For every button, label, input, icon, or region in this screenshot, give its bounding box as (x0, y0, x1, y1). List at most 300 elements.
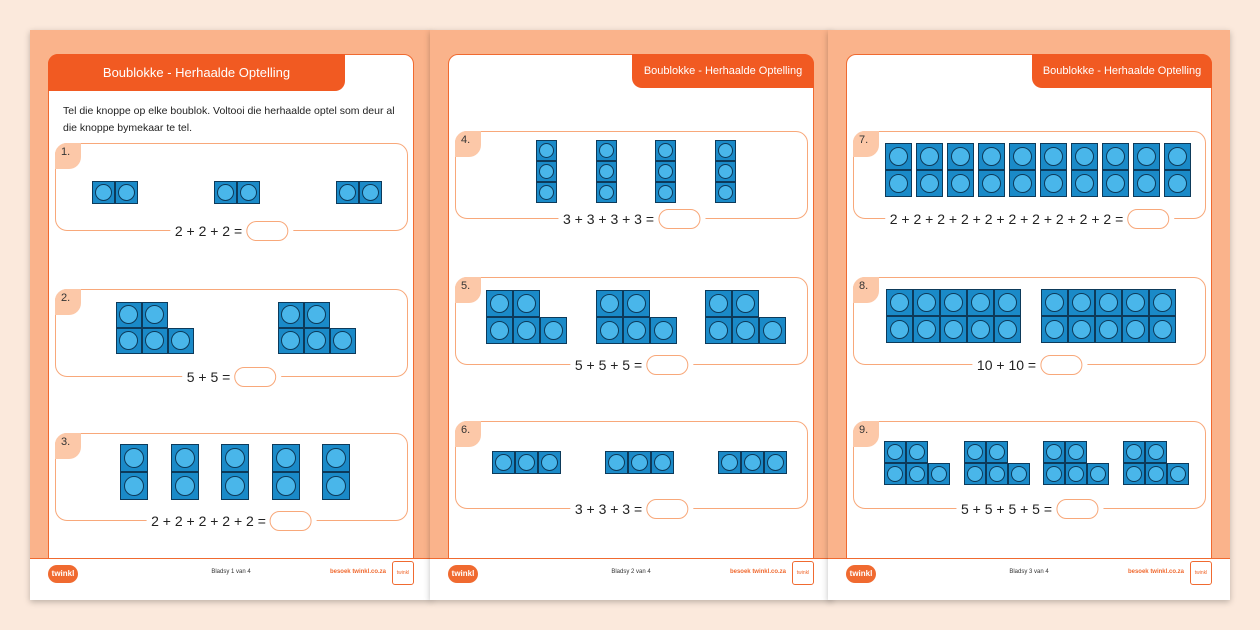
stud-circle (967, 466, 983, 482)
equation (570, 499, 693, 519)
stud-circle (517, 321, 536, 340)
block-group (120, 440, 350, 504)
block-cell (596, 140, 617, 161)
block-cell (142, 328, 168, 354)
block-cell (705, 290, 732, 317)
block-cell (330, 328, 356, 354)
question-box-6 (455, 421, 808, 517)
block-cell (964, 463, 986, 485)
stud-circle (917, 320, 936, 339)
block-cell (278, 328, 304, 354)
stud-circle (339, 184, 356, 201)
question-box-3 (55, 433, 408, 529)
block-cell (322, 444, 350, 472)
stud-circle (1045, 293, 1064, 312)
equation (956, 499, 1103, 519)
block-cell (1040, 170, 1067, 197)
block-cell (759, 317, 786, 344)
stud-circle (1137, 174, 1156, 193)
stud-circle (1072, 293, 1091, 312)
question-number: 9. (853, 421, 879, 447)
stud-circle (175, 448, 195, 468)
block-cell (655, 182, 676, 203)
equation-text: 10 + 10 = (976, 357, 1037, 373)
stud-circle (658, 164, 673, 179)
block-cell (994, 316, 1021, 343)
block-cell (885, 143, 912, 170)
question-number: 5. (455, 277, 481, 303)
block-cell (718, 451, 741, 474)
stud-circle (119, 331, 138, 350)
block-cell (1008, 463, 1030, 485)
block-cell (513, 290, 540, 317)
stud-circle (145, 305, 164, 324)
stud-circle (1168, 174, 1187, 193)
block-cell (1041, 316, 1068, 343)
stud-circle (890, 320, 909, 339)
block-cell (1087, 463, 1109, 485)
stud-circle (920, 174, 939, 193)
block-cell (1123, 463, 1145, 485)
block-cell (1133, 143, 1160, 170)
stud-circle (917, 293, 936, 312)
block-cell (978, 143, 1005, 170)
block-cell (115, 181, 138, 204)
stud-circle (951, 147, 970, 166)
block-cell (940, 316, 967, 343)
block-cell (605, 451, 628, 474)
worksheet-page-2 (430, 30, 832, 600)
block-cell (964, 441, 986, 463)
equation-text: 5 + 5 + 5 + 5 = (960, 501, 1053, 517)
stud-circle (1075, 174, 1094, 193)
answer-field[interactable] (1040, 355, 1082, 375)
stud-circle (307, 331, 326, 350)
stud-circle (763, 321, 782, 340)
block-cell (515, 451, 538, 474)
stud-circle (998, 320, 1017, 339)
stud-circle (1126, 466, 1142, 482)
page-sheet (846, 54, 1212, 588)
block-cell (486, 290, 513, 317)
stud-circle (599, 164, 614, 179)
block-cell (221, 472, 249, 500)
block-cell (1043, 463, 1065, 485)
question-box-5 (455, 277, 808, 373)
block-cell (359, 181, 382, 204)
block-cell (513, 317, 540, 344)
stud-circle (599, 143, 614, 158)
block-group (886, 284, 1176, 348)
block-cell (650, 317, 677, 344)
stud-circle (145, 331, 164, 350)
block-cell (1122, 316, 1149, 343)
question-number: 4. (455, 131, 481, 157)
block-cell (1068, 316, 1095, 343)
block-cell (913, 316, 940, 343)
equation (182, 367, 282, 387)
block-cell (536, 182, 557, 203)
page-sheet (448, 54, 814, 588)
stud-circle (1168, 147, 1187, 166)
worksheet-title: Boublokke - Herhaalde Optelling (632, 54, 814, 88)
stud-circle (539, 185, 554, 200)
stud-circle (95, 184, 112, 201)
block-cell (278, 302, 304, 328)
stud-circle (490, 321, 509, 340)
worksheet-title: Boublokke - Herhaalde Optelling (1032, 54, 1212, 88)
block-cell (764, 451, 787, 474)
stud-circle (971, 320, 990, 339)
stud-circle (627, 321, 646, 340)
stud-circle (171, 331, 190, 350)
stud-circle (982, 174, 1001, 193)
block-cell (1071, 170, 1098, 197)
stud-circle (281, 305, 300, 324)
stud-circle (721, 454, 738, 471)
equation (885, 209, 1175, 229)
question-number: 2. (55, 289, 81, 315)
equation-text: 2 + 2 + 2 + 2 + 2 + 2 + 2 + 2 + 2 + 2 = (889, 211, 1124, 227)
block-cell (994, 289, 1021, 316)
stud-circle (362, 184, 379, 201)
block-cell (171, 444, 199, 472)
answer-field[interactable] (234, 367, 276, 387)
stud-circle (1013, 147, 1032, 166)
equation (972, 355, 1087, 375)
question-box-7 (853, 131, 1206, 227)
stud-circle (1068, 466, 1084, 482)
page-label: Bladsy 2 van 4 (611, 569, 651, 575)
quality-badge-icon: twinkl (392, 561, 414, 585)
block-cell (596, 317, 623, 344)
block-cell (741, 451, 764, 474)
website-link[interactable]: besoek twinkl.co.za (329, 569, 386, 575)
block-cell (986, 463, 1008, 485)
stud-circle (944, 320, 963, 339)
question-number: 7. (853, 131, 879, 157)
stud-circle (1170, 466, 1186, 482)
block-cell (651, 451, 674, 474)
stud-circle (1046, 444, 1062, 460)
equation-text: 5 + 5 + 5 = (574, 357, 643, 373)
block-cell (947, 143, 974, 170)
block-cell (906, 441, 928, 463)
question-number: 6. (455, 421, 481, 447)
equation-text: 3 + 3 + 3 + 3 = (562, 211, 655, 227)
block-cell (916, 143, 943, 170)
block-cell (947, 170, 974, 197)
block-cell (1009, 143, 1036, 170)
stud-circle (889, 147, 908, 166)
block-cell (322, 472, 350, 500)
block-cell (336, 181, 359, 204)
block-group (882, 138, 1194, 202)
stud-circle (225, 476, 245, 496)
twinkl-logo: twinkl (846, 565, 876, 583)
block-cell (886, 289, 913, 316)
answer-field[interactable] (646, 355, 688, 375)
twinkl-logo: twinkl (48, 565, 78, 583)
block-cell (120, 444, 148, 472)
block-cell (1167, 463, 1189, 485)
stud-circle (767, 454, 784, 471)
block-cell (304, 302, 330, 328)
stud-circle (518, 454, 535, 471)
question-box-9 (853, 421, 1206, 517)
worksheet-title: Boublokke - Herhaalde Optelling (48, 54, 345, 91)
question-number: 3. (55, 433, 81, 459)
block-cell (715, 161, 736, 182)
block-group (486, 284, 786, 350)
website-link[interactable]: besoek twinkl.co.za (729, 569, 786, 575)
answer-field[interactable] (246, 221, 288, 241)
page-footer (430, 558, 832, 600)
page-label: Bladsy 3 van 4 (1009, 569, 1049, 575)
stud-circle (887, 444, 903, 460)
stud-circle (1126, 444, 1142, 460)
question-number: 8. (853, 277, 879, 303)
stud-circle (307, 305, 326, 324)
stud-circle (175, 476, 195, 496)
answer-field[interactable] (646, 499, 688, 519)
block-cell (486, 317, 513, 344)
stud-circle (989, 466, 1005, 482)
stud-circle (982, 147, 1001, 166)
block-cell (967, 289, 994, 316)
page-footer (30, 558, 432, 600)
stud-circle (326, 448, 346, 468)
stud-circle (1148, 466, 1164, 482)
instruction-text: Tel die knoppe op elke boublok. Voltooi die herhaalde optel som deur al die knoppe bymekaar te tel. (63, 105, 395, 134)
question-box-2 (55, 289, 408, 385)
question-box-4 (455, 131, 808, 227)
block-cell (655, 140, 676, 161)
block-cell (1133, 170, 1160, 197)
block-group (536, 138, 736, 204)
block-cell (906, 463, 928, 485)
stud-circle (1044, 174, 1063, 193)
stud-circle (654, 321, 673, 340)
block-cell (596, 161, 617, 182)
stud-circle (1045, 320, 1064, 339)
stud-circle (333, 331, 352, 350)
page-footer (828, 558, 1230, 600)
block-cell (1041, 289, 1068, 316)
block-cell (885, 170, 912, 197)
block-cell (1009, 170, 1036, 197)
block-cell (304, 328, 330, 354)
block-cell (628, 451, 651, 474)
block-cell (1122, 289, 1149, 316)
worksheet-page-3 (828, 30, 1230, 600)
stud-circle (654, 454, 671, 471)
stud-circle (931, 466, 947, 482)
block-cell (171, 472, 199, 500)
block-cell (623, 290, 650, 317)
block-cell (732, 317, 759, 344)
block-cell (1068, 289, 1095, 316)
question-box-8 (853, 277, 1206, 373)
answer-field[interactable] (658, 209, 700, 229)
block-cell (92, 181, 115, 204)
stud-circle (495, 454, 512, 471)
answer-field[interactable] (270, 511, 312, 531)
stud-circle (326, 476, 346, 496)
block-cell (221, 444, 249, 472)
stud-circle (544, 321, 563, 340)
stud-circle (281, 331, 300, 350)
block-cell (1102, 143, 1129, 170)
equation-text: 3 + 3 + 3 = (574, 501, 643, 517)
stud-circle (709, 294, 728, 313)
stud-circle (600, 321, 619, 340)
stud-circle (539, 143, 554, 158)
stud-circle (736, 294, 755, 313)
stud-circle (1013, 174, 1032, 193)
stud-circle (718, 185, 733, 200)
stud-circle (124, 448, 144, 468)
block-cell (623, 317, 650, 344)
block-cell (705, 317, 732, 344)
stud-circle (909, 466, 925, 482)
block-cell (536, 140, 557, 161)
stud-circle (1099, 293, 1118, 312)
stud-circle (1011, 466, 1027, 482)
block-cell (1145, 441, 1167, 463)
stud-circle (1044, 147, 1063, 166)
stud-circle (627, 294, 646, 313)
stud-circle (658, 185, 673, 200)
stud-circle (276, 448, 296, 468)
block-cell (272, 472, 300, 500)
block-cell (116, 328, 142, 354)
equation-text: 5 + 5 = (186, 369, 231, 385)
block-cell (116, 302, 142, 328)
stud-circle (709, 321, 728, 340)
question-box-1 (55, 143, 408, 239)
block-group (884, 436, 1189, 490)
stud-circle (658, 143, 673, 158)
block-cell (538, 451, 561, 474)
block-cell (1102, 170, 1129, 197)
stud-circle (1148, 444, 1164, 460)
block-cell (1040, 143, 1067, 170)
stud-circle (971, 293, 990, 312)
stud-circle (1072, 320, 1091, 339)
stud-circle (631, 454, 648, 471)
page-label: Bladsy 1 van 4 (211, 569, 251, 575)
block-cell (168, 328, 194, 354)
stud-circle (1068, 444, 1084, 460)
block-cell (1095, 289, 1122, 316)
stud-circle (490, 294, 509, 313)
stud-circle (887, 466, 903, 482)
stud-circle (889, 174, 908, 193)
website-link[interactable]: besoek twinkl.co.za (1127, 569, 1184, 575)
stud-circle (608, 454, 625, 471)
block-cell (967, 316, 994, 343)
block-cell (715, 140, 736, 161)
block-cell (940, 289, 967, 316)
answer-field[interactable] (1056, 499, 1098, 519)
block-cell (1071, 143, 1098, 170)
stud-circle (217, 184, 234, 201)
stud-circle (600, 294, 619, 313)
stud-circle (1099, 320, 1118, 339)
answer-field[interactable] (1127, 209, 1169, 229)
stud-circle (240, 184, 257, 201)
block-cell (536, 161, 557, 182)
block-cell (978, 170, 1005, 197)
stud-circle (920, 147, 939, 166)
stud-circle (890, 293, 909, 312)
equation-text: 2 + 2 + 2 = (174, 223, 243, 239)
stud-circle (718, 164, 733, 179)
block-group (92, 172, 382, 212)
block-cell (715, 182, 736, 203)
block-cell (732, 290, 759, 317)
block-cell (928, 463, 950, 485)
block-cell (1065, 441, 1087, 463)
stud-circle (276, 476, 296, 496)
worksheet-page-1 (30, 30, 432, 600)
block-cell (913, 289, 940, 316)
quality-badge-icon: twinkl (792, 561, 814, 585)
stud-circle (1075, 147, 1094, 166)
block-cell (272, 444, 300, 472)
block-cell (655, 161, 676, 182)
block-cell (142, 302, 168, 328)
block-cell (884, 463, 906, 485)
block-cell (916, 170, 943, 197)
block-cell (596, 290, 623, 317)
stud-circle (599, 185, 614, 200)
block-cell (214, 181, 237, 204)
stud-circle (118, 184, 135, 201)
stud-circle (909, 444, 925, 460)
stud-circle (736, 321, 755, 340)
stud-circle (1106, 147, 1125, 166)
block-cell (120, 472, 148, 500)
stud-circle (1126, 293, 1145, 312)
stud-circle (967, 444, 983, 460)
page-sheet (48, 54, 414, 588)
quality-badge-icon: twinkl (1190, 561, 1212, 585)
stud-circle (998, 293, 1017, 312)
equation-text: 2 + 2 + 2 + 2 + 2 = (151, 513, 266, 529)
block-cell (1065, 463, 1087, 485)
block-cell (540, 317, 567, 344)
block-cell (1043, 441, 1065, 463)
block-group (492, 442, 787, 482)
stud-circle (1137, 147, 1156, 166)
stud-circle (539, 164, 554, 179)
stud-circle (1090, 466, 1106, 482)
stud-circle (517, 294, 536, 313)
stud-circle (951, 174, 970, 193)
block-cell (1123, 441, 1145, 463)
stud-circle (225, 448, 245, 468)
block-cell (1164, 143, 1191, 170)
block-cell (1149, 289, 1176, 316)
block-cell (1149, 316, 1176, 343)
equation (170, 221, 293, 241)
stud-circle (1126, 320, 1145, 339)
stud-circle (1153, 320, 1172, 339)
block-cell (1145, 463, 1167, 485)
block-group (116, 296, 356, 360)
